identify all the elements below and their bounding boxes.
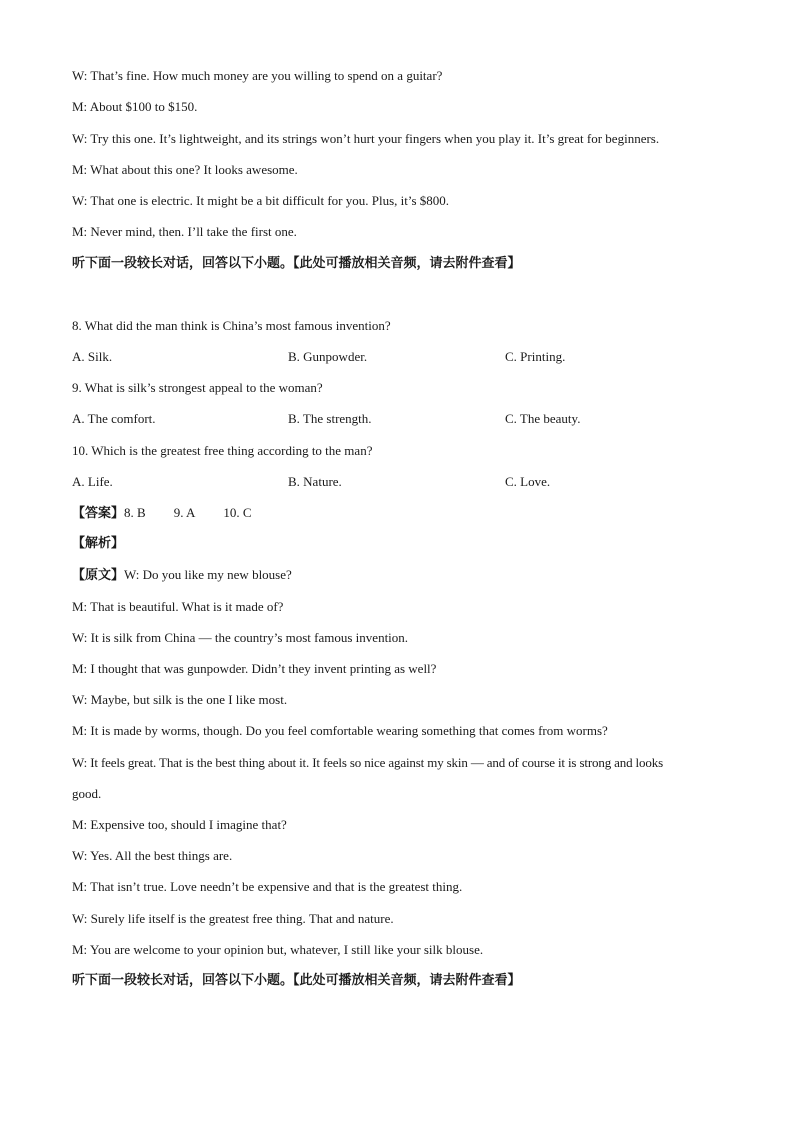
dialogue-line: M: About $100 to $150. (72, 99, 198, 114)
analysis-label: 【解析】 (72, 536, 125, 551)
transcript-line: M: It is made by worms, though. Do you feel comfortable wearing something that comes from worms? (72, 723, 608, 738)
dialogue-line: W: Try this one. It’s lightweight, and its strings won’t hurt your fingers when you play it. It’s great for beginners. (72, 131, 660, 146)
dialogue-line: M: What about this one? It looks awesome. (72, 162, 298, 177)
dialogue-line: M: Never mind, then. I’ll take the first one. (72, 224, 297, 239)
transcript-line: M: I thought that was gunpowder. Didn’t they invent printing as well? (72, 661, 437, 676)
answer-line (72, 505, 252, 522)
answer-item: 8. B (124, 505, 146, 520)
option-9c: C. The beauty. (505, 411, 581, 426)
transcript-line (72, 567, 292, 584)
transcript-line: M: That is beautiful. What is it made of? (72, 599, 284, 614)
transcript-line: good. (72, 786, 102, 801)
answer-label: 【答案】 (72, 506, 125, 521)
option-10c: C. Love. (505, 474, 551, 489)
transcript-line: M: That isn’t true. Love needn’t be expensive and that is the greatest thing. (72, 879, 463, 894)
transcript-label: 【原文】 (72, 568, 125, 583)
option-8c: C. Printing. (505, 349, 566, 364)
transcript-line: W: It feels great. That is the best thing about it. It feels so nice against my skin — and of course it is strong and looks (72, 755, 663, 770)
question-9: 9. What is silk’s strongest appeal to the woman? (72, 380, 323, 395)
dialogue-line: W: That one is electric. It might be a bit difficult for you. Plus, it’s $800. (72, 193, 450, 208)
question-8: 8. What did the man think is China’s most famous invention? (72, 318, 391, 333)
answer-item: 9. A (173, 505, 196, 520)
listening-instruction-end: 听下面一段较长对话，回答以下小题。【此处可播放相关音频，请去附件查看】 (72, 973, 521, 988)
listening-instruction: 听下面一段较长对话，回答以下小题。【此处可播放相关音频，请去附件查看】 (72, 256, 521, 271)
transcript-line: W: It is silk from China — the country’s most famous invention. (72, 630, 409, 645)
option-10a: A. Life. (72, 474, 113, 489)
transcript-line: W: Maybe, but silk is the one I like most. (72, 692, 288, 707)
transcript-line: M: Expensive too, should I imagine that? (72, 817, 287, 832)
dialogue-line: W: That’s fine. How much money are you willing to spend on a guitar? (72, 68, 443, 83)
option-10b: B. Nature. (288, 474, 342, 489)
option-8a: A. Silk. (72, 349, 113, 364)
option-9b: B. The strength. (288, 411, 372, 426)
question-10: 10. Which is the greatest free thing according to the man? (72, 443, 373, 458)
option-8b: B. Gunpowder. (288, 349, 368, 364)
transcript-line: M: You are welcome to your opinion but, whatever, I still like your silk blouse. (72, 942, 484, 957)
option-9a: A. The comfort. (72, 411, 156, 426)
transcript-text: W: Do you like my new blouse? (124, 567, 292, 582)
transcript-line: W: Surely life itself is the greatest free thing. That and nature. (72, 911, 394, 926)
transcript-line: W: Yes. All the best things are. (72, 848, 233, 863)
answer-item: 10. C (223, 505, 252, 520)
